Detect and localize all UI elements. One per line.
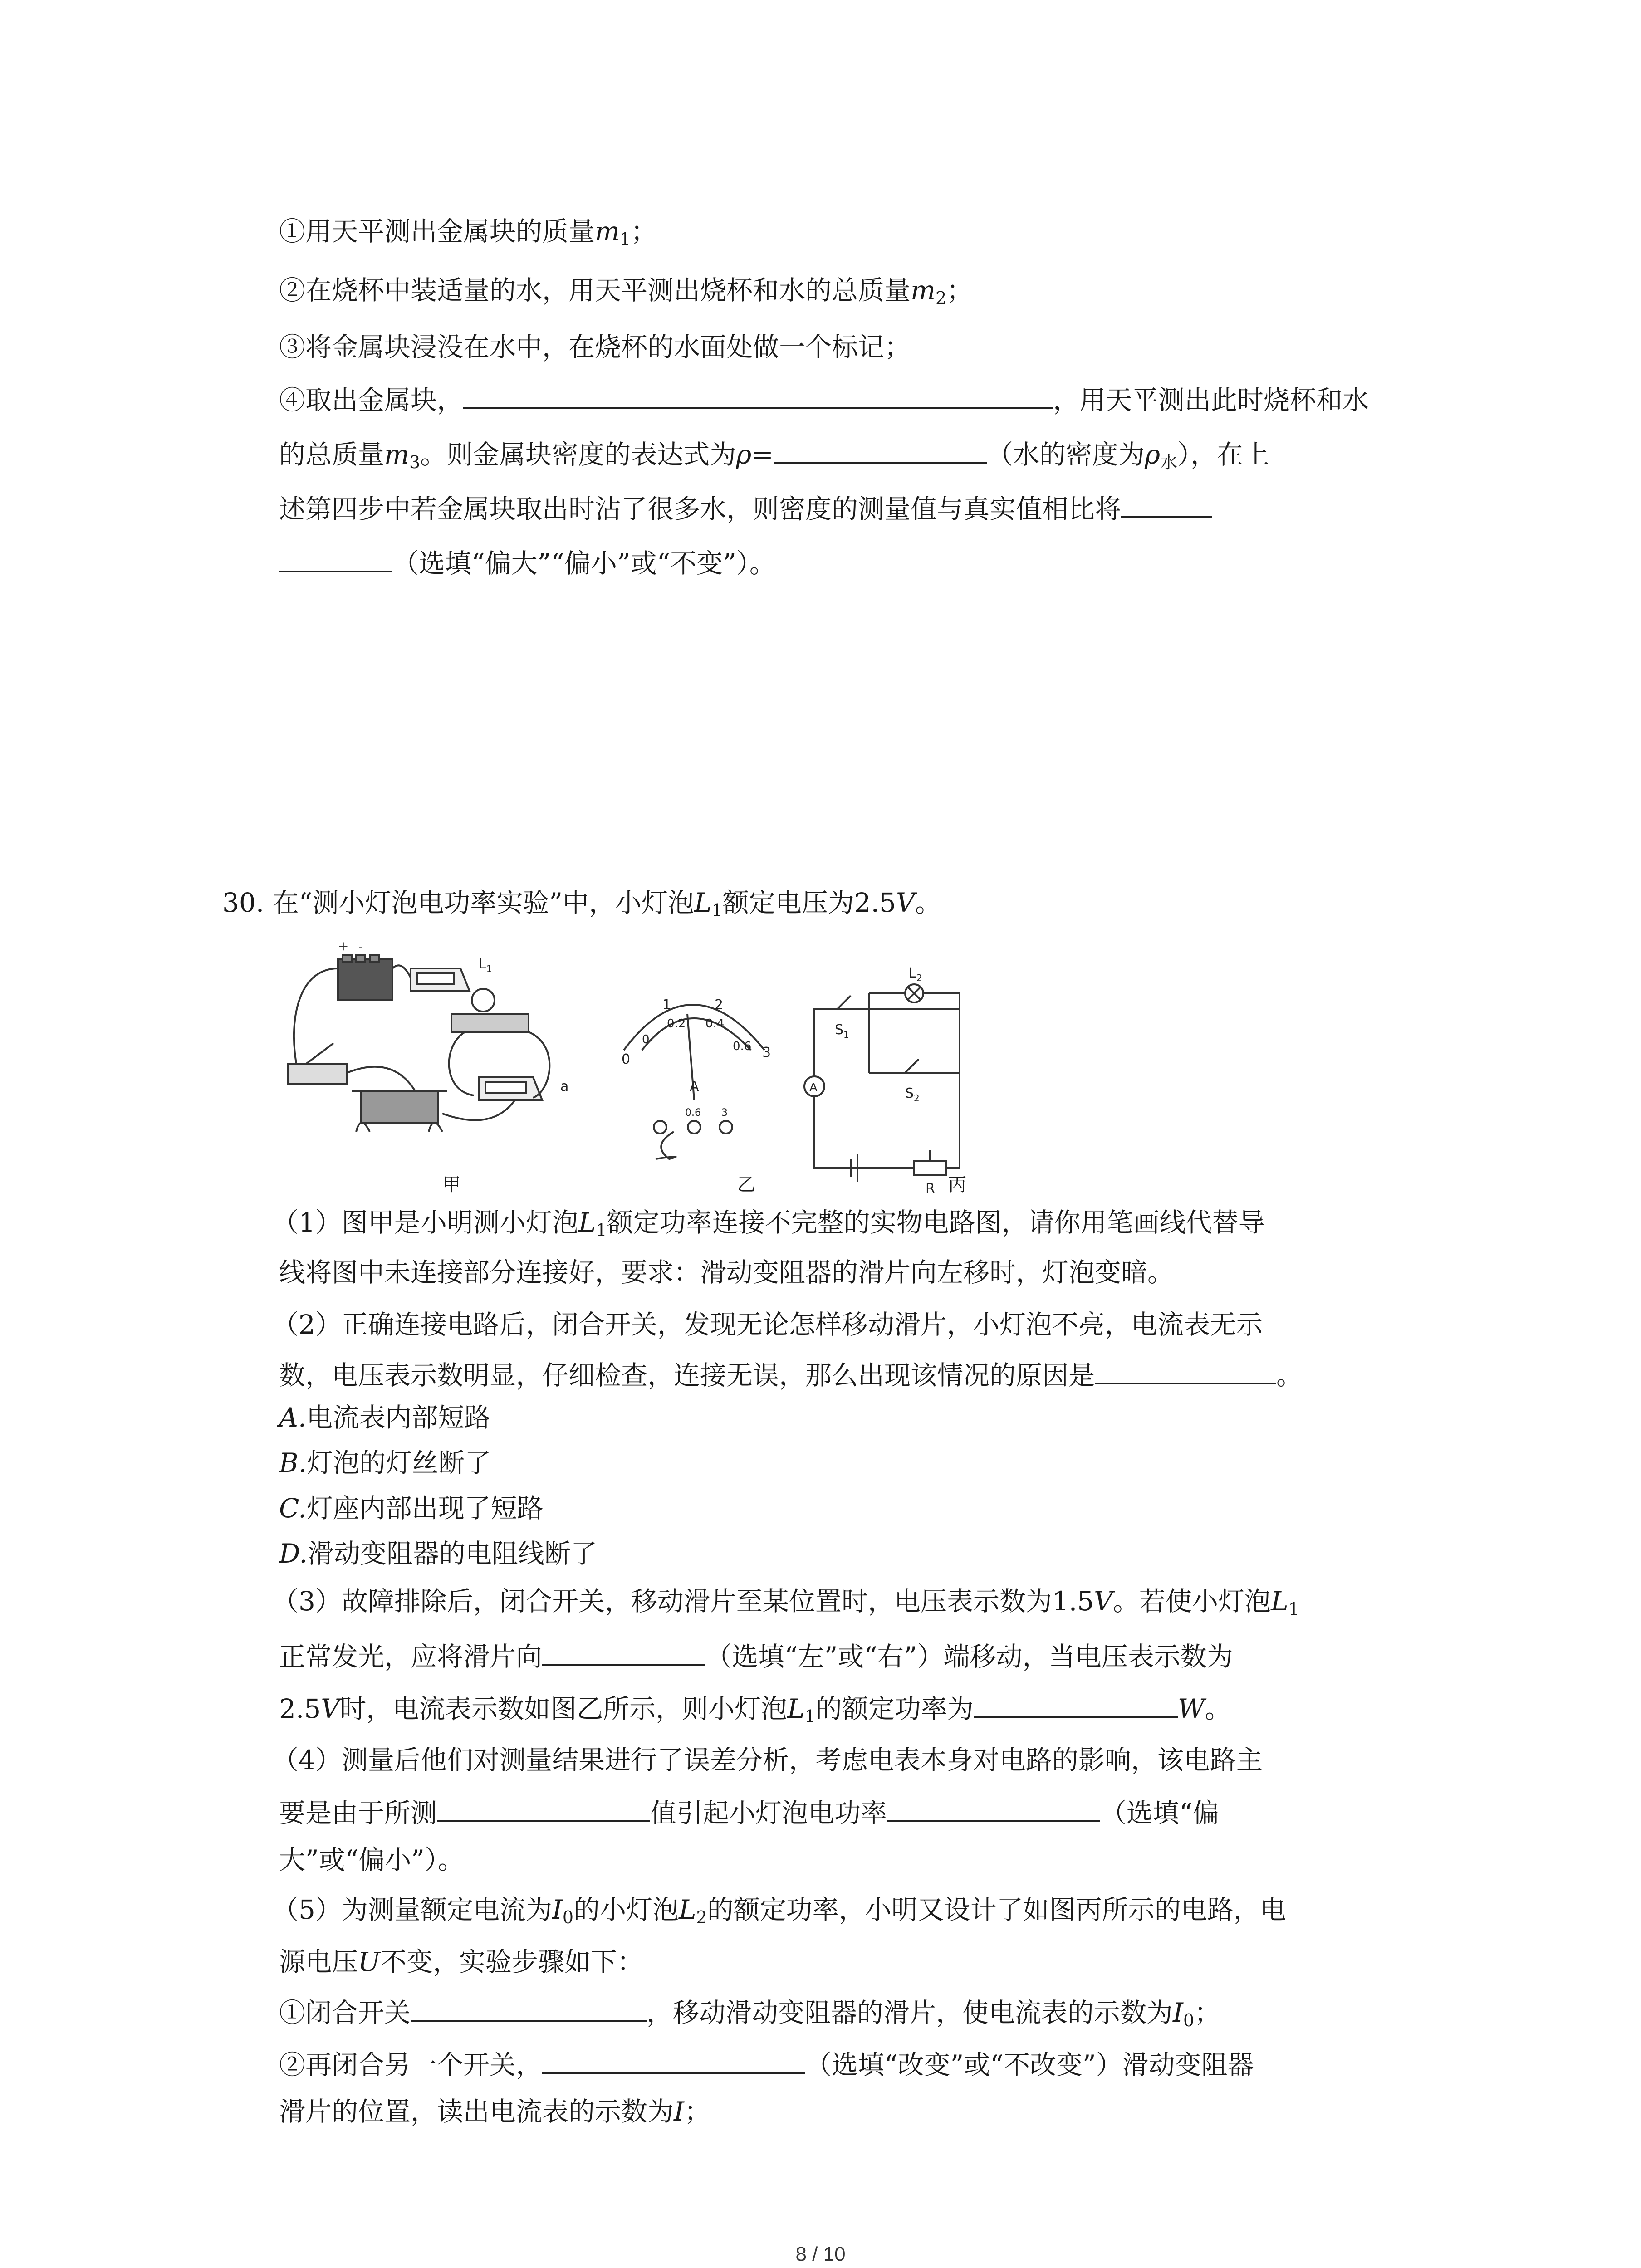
q30-part2-line1: （2）正确连接电路后，闭合开关，发现无论怎样移动滑片，小灯泡不亮，电流表无示 (272, 1309, 1263, 1340)
step-4-line3: 述第四步中若金属块取出时沾了很多水，则密度的测量值与真实值相比将 (279, 490, 1212, 527)
circuit-figures (279, 941, 1050, 1195)
svg-text:0: 0 (642, 1033, 650, 1046)
step-2: ②在烧杯中装适量的水，用天平测出烧杯和水的总质量$m_2$； (279, 275, 973, 308)
option-d: D.滑动变阻器的电阻线断了 (279, 1538, 597, 1569)
step-4-line1: ④取出金属块， ，用天平测出此时烧杯和水 (279, 381, 1369, 418)
q30-part4-line3: 大”或“偏小”）。 (279, 1844, 464, 1875)
option-c: C.灯座内部出现了短路 (279, 1493, 544, 1524)
svg-text:0.6: 0.6 (685, 1107, 701, 1119)
svg-text:R: R (926, 1181, 935, 1195)
answer-blank[interactable] (1121, 490, 1212, 518)
q30-step2-line2: 滑片的位置，读出电流表的示数为I； (279, 2096, 710, 2127)
q30-part1-line1: （1）图甲是小明测小灯泡$L_1$额定功率连接不完整的实物电路图，请你用笔画线代替导 (272, 1207, 1265, 1240)
answer-blank[interactable] (887, 1794, 1100, 1822)
switch-icon (288, 1043, 347, 1084)
bulb-icon (451, 989, 529, 1032)
svg-text:L1: $L_1$ (479, 956, 492, 974)
option-a: A.电流表内部短路 (279, 1402, 491, 1433)
svg-text:0.4: 0.4 (705, 1017, 725, 1031)
fig-label-yi: 乙 (737, 1174, 755, 1195)
svg-text:0.6: 0.6 (733, 1040, 752, 1053)
answer-blank[interactable] (411, 1994, 647, 2022)
answer-blank[interactable] (974, 1690, 1178, 1718)
q30-intro: 30. 在“测小灯泡电功率实验”中，小灯泡$L_1$额定电压为2.5V。 (222, 887, 941, 920)
q30-part2-line2: 数，电压表示数明显，仔细检查，连接无误，那么出现该情况的原因是 。 (279, 1356, 1303, 1393)
voltmeter-icon (479, 1077, 542, 1100)
answer-blank[interactable] (437, 1794, 650, 1822)
step-3: ③将金属块浸没在水中，在烧杯的水面处做一个标记； (279, 332, 911, 362)
answer-blank[interactable] (774, 435, 987, 464)
answer-blank[interactable] (542, 2046, 805, 2074)
q30-part4-line2: 要是由于所测 值引起小灯泡电功率 （选填“偏 (279, 1794, 1219, 1831)
svg-text:3: 3 (762, 1045, 771, 1061)
svg-text:2: 2 (715, 997, 724, 1013)
ammeter-icon (411, 968, 470, 991)
svg-text:3: 3 (721, 1107, 728, 1119)
svg-text:S1: $S_1$ (835, 1022, 849, 1040)
answer-blank[interactable] (463, 381, 1053, 409)
svg-text:+: + (338, 941, 349, 953)
rheostat-icon (352, 1091, 447, 1132)
svg-text:-: - (358, 941, 363, 954)
q30-part3-line3: 2.5V时，电流表示数如图乙所示，则小灯泡$L_1$的额定功率为 W。 (279, 1690, 1231, 1727)
circuit-diagram (804, 984, 960, 1182)
q30-part5-line2: 源电压U不变，实验步骤如下： (279, 1946, 643, 1977)
svg-text:A: A (690, 1079, 699, 1095)
answer-blank[interactable] (1095, 1356, 1276, 1384)
step-4-line2: 的总质量$m_3$。则金属块密度的表达式为ρ= （水的密度为$\rho_水$），在上 (279, 435, 1269, 473)
q30-step2-line1: ②再闭合另一个开关， （选填“改变”或“不改变”）滑动变阻器 (279, 2046, 1254, 2083)
fig-label-bing: 丙 (948, 1174, 966, 1195)
fig-label-jia: 甲 (442, 1174, 460, 1195)
option-b: B.灯泡的灯丝断了 (279, 1447, 491, 1478)
svg-text:0: 0 (622, 1051, 631, 1067)
answer-blank[interactable] (542, 1637, 705, 1666)
battery-icon (338, 955, 392, 1000)
q30-part5-line1: （5）为测量额定电流为$I_0$的小灯泡$L_2$的额定功率，小明又设计了如图丙所示的电路，电 (272, 1894, 1286, 1927)
svg-text:L2: $L_2$ (909, 965, 922, 983)
q30-part3-line2: 正常发光，应将滑片向 （选填“左”或“右”）端移动，当电压表示数为 (279, 1637, 1233, 1675)
page-number: 8 / 10 (795, 2243, 846, 2265)
step-4-line4: （选填“偏大”“偏小”或“不变”）。 (279, 544, 776, 582)
q30-part3-line1: （3）故障排除后，闭合开关，移动滑片至某位置时，电压表示数为1.5V。若使小灯泡$L_1$ (272, 1586, 1299, 1619)
svg-text:A: A (809, 1081, 818, 1095)
q30-part4-line1: （4）测量后他们对测量结果进行了误差分析，考虑电表本身对电路的影响，该电路主 (272, 1745, 1263, 1775)
q30-step1: ①闭合开关 ，移动滑动变阻器的滑片，使电流表的示数为$I_0$； (279, 1994, 1220, 2031)
answer-blank[interactable] (279, 544, 392, 572)
svg-text:S2: $S_2$ (905, 1085, 920, 1104)
svg-text:a: a (560, 1079, 569, 1095)
svg-text:0.2: 0.2 (667, 1017, 686, 1031)
svg-text:1: 1 (662, 997, 671, 1013)
q30-part1-line2: 线将图中未连接部分连接好，要求：滑动变阻器的滑片向左移时，灯泡变暗。 (279, 1257, 1174, 1288)
step-1: ①用天平测出金属块的质量$m_1$； (279, 216, 657, 249)
